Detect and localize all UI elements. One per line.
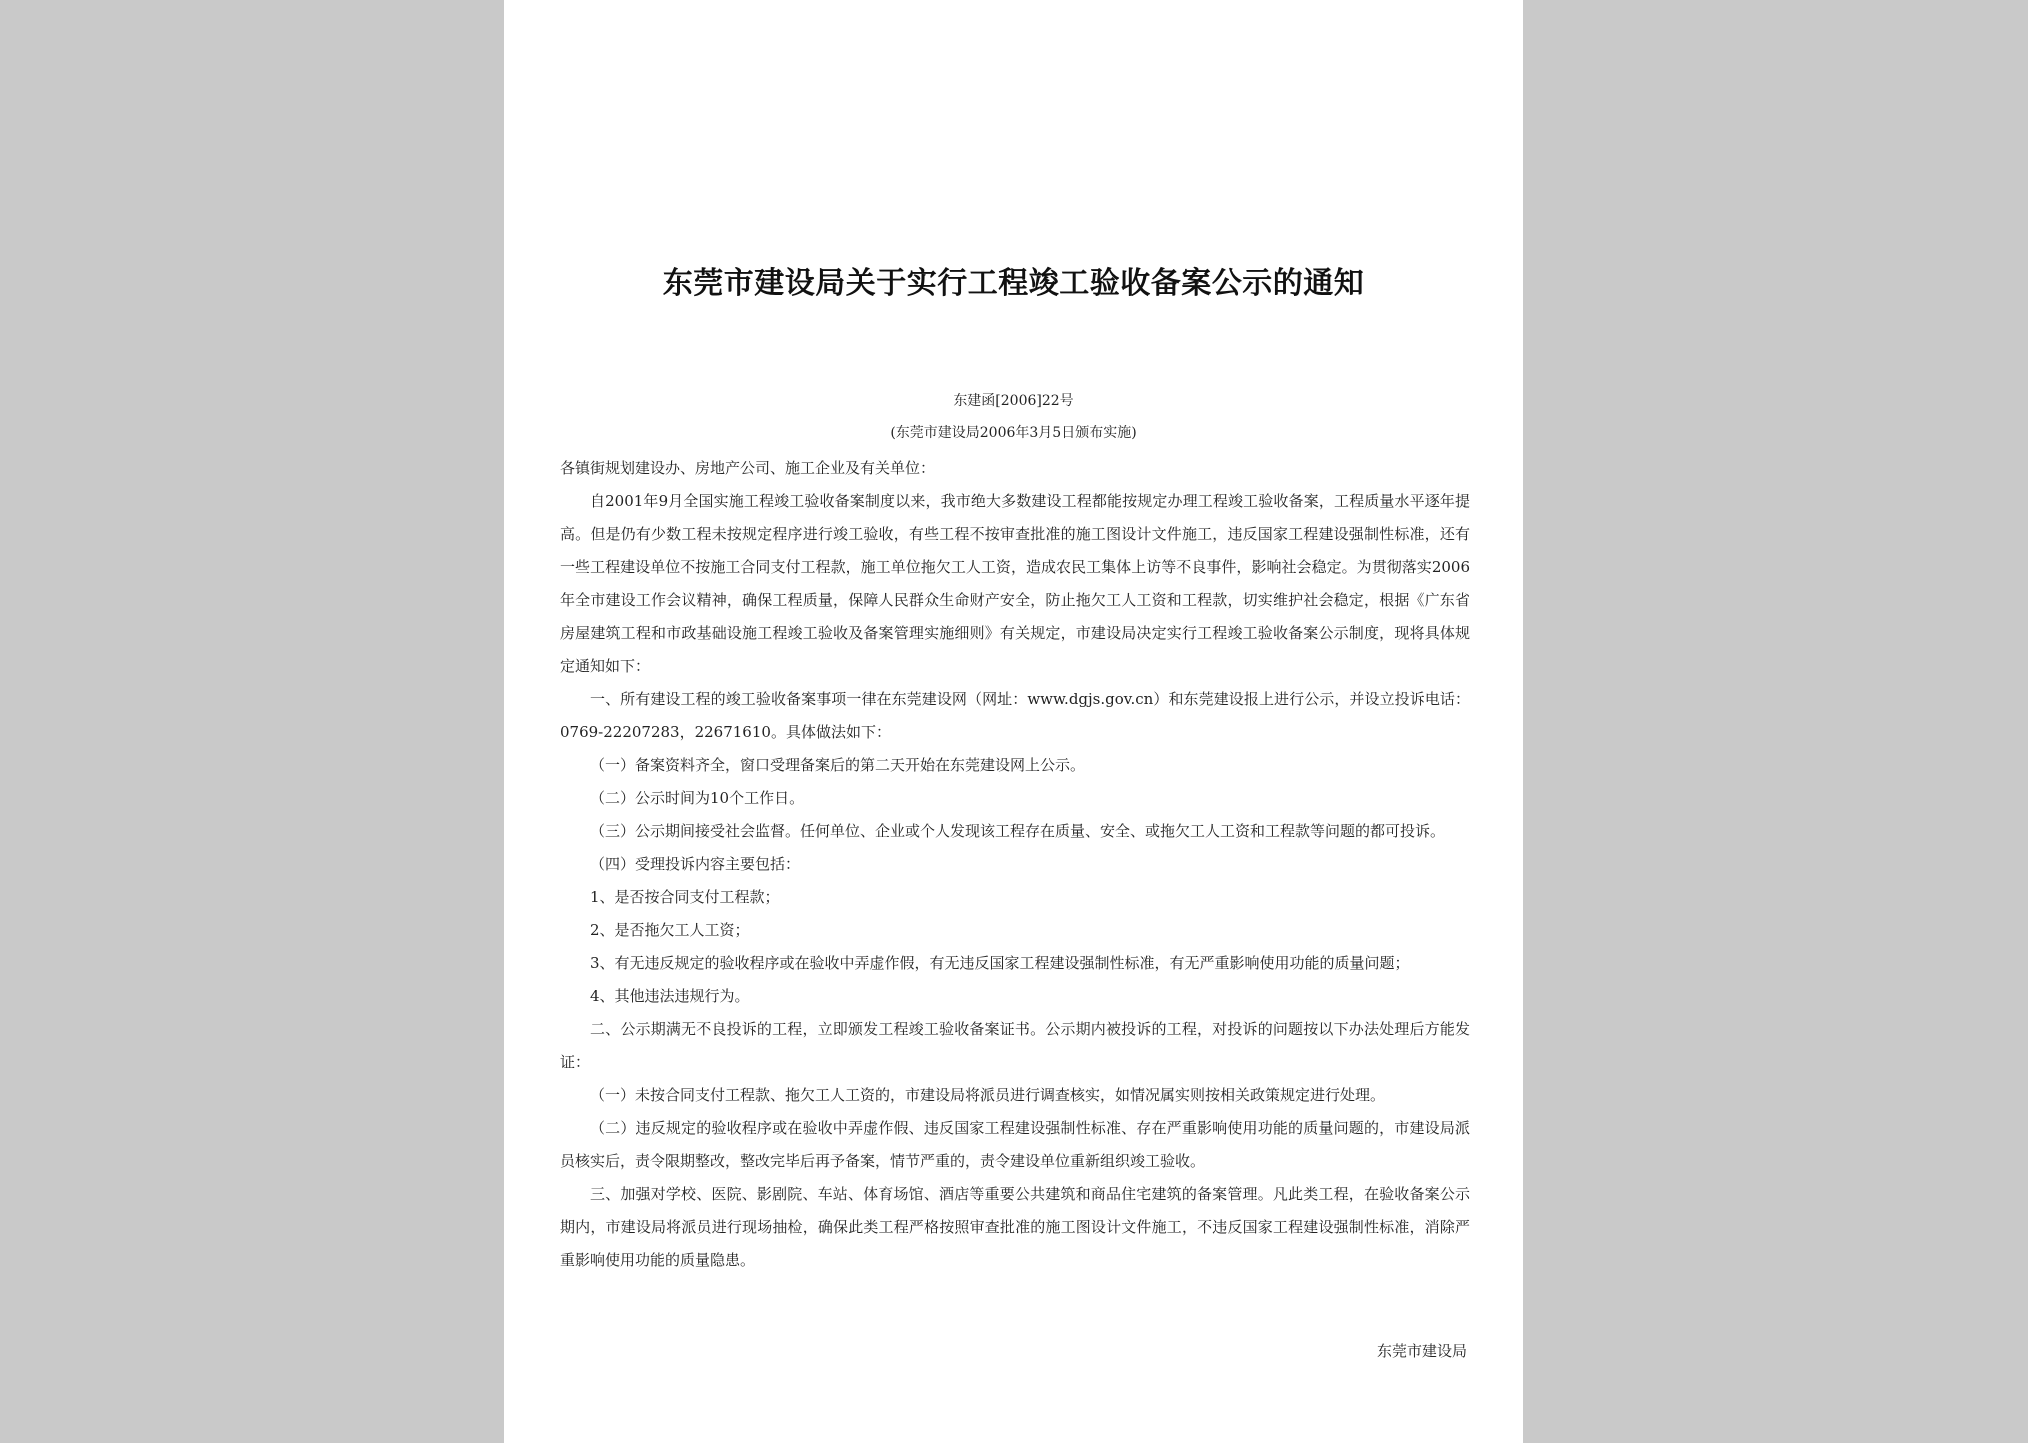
signature: 东莞市建设局 <box>1376 1342 1467 1360</box>
paragraph-intro: 自2001年9月全国实施工程竣工验收备案制度以来，我市绝大多数建设工程都能按规定办理工程竣工验收备案，工程质量水平逐年提高。但是仍有少数工程未按规定程序进行竣工验收，有些工程不按审查批准的施工图设计文件施工，违反国家工程建设强制性标准，还有一些工程建设单位不按施工合同支付工程款，施工单位拖欠工人工资，造成农民工集体上访等不良事件，影响社会稳定。为贯彻落实2006年全市建设工作会议精神，确保工程质量，保障人民群众生命财产安全，防止拖欠工人工资和工程款，切实维护社会稳定，根据《广东省房屋建筑工程和市政基础设施工程竣工验收及备案管理实施细则》有关规定，市建设局决定实行工程竣工验收备案公示制度，现将具体规定通知如下： <box>560 492 1470 675</box>
paragraph-1-2: （二）公示时间为10个工作日。 <box>590 789 805 807</box>
list-item-3: 3、有无违反规定的验收程序或在验收中弄虚作假，有无违反国家工程建设强制性标准，有无严重影响使用功能的质量问题； <box>590 954 1410 972</box>
paragraph-1-3: （三）公示期间接受社会监督。任何单位、企业或个人发现该工程存在质量、安全、或拖欠工人工资和工程款等问题的都可投诉。 <box>590 822 1446 840</box>
paragraph-1-1: （一）备案资料齐全，窗口受理备案后的第二天开始在东莞建设网上公示。 <box>590 756 1086 774</box>
document-page <box>504 0 1523 1443</box>
paragraph-section-3: 三、加强对学校、医院、影剧院、车站、体育场馆、酒店等重要公共建筑和商品住宅建筑的备案管理。凡此类工程，在验收备案公示期内，市建设局将派员进行现场抽检，确保此类工程严格按照审查批准的施工图设计文件施工，不违反国家工程建设强制性标准，消除严重影响使用功能的质量隐患。 <box>560 1185 1470 1269</box>
document-title: 东莞市建设局关于实行工程竣工验收备案公示的通知 <box>662 266 1365 301</box>
salutation: 各镇街规划建设办、房地产公司、施工企业及有关单位： <box>560 459 936 477</box>
list-item-1: 1、是否按合同支付工程款； <box>590 888 780 906</box>
document-body <box>560 452 1470 1277</box>
paragraph-1-4: （四）受理投诉内容主要包括： <box>590 855 801 873</box>
document-number: 东建函[2006]22号 <box>953 393 1074 409</box>
issued-note: (东莞市建设局2006年3月5日颁布实施) <box>890 425 1137 441</box>
list-item-2: 2、是否拖欠工人工资； <box>590 921 750 939</box>
paragraph-2-2: （二）违反规定的验收程序或在验收中弄虚作假、违反国家工程建设强制性标准、存在严重影响使用功能的质量问题的，市建设局派员核实后，责令限期整改，整改完毕后再予备案，情节严重的，责令建设单位重新组织竣工验收。 <box>560 1119 1470 1170</box>
paragraph-section-1: 一、所有建设工程的竣工验收备案事项一律在东莞建设网（网址：www.dgjs.gov.cn）和东莞建设报上进行公示，并设立投诉电话：0769-22207283，22671610。具体做法如下： <box>560 690 1470 741</box>
list-item-4: 4、其他违法违规行为。 <box>590 987 750 1005</box>
paragraph-2-1: （一）未按合同支付工程款、拖欠工人工资的，市建设局将派员进行调查核实，如情况属实则按相关政策规定进行处理。 <box>590 1086 1386 1104</box>
paragraph-section-2: 二、公示期满无不良投诉的工程，立即颁发工程竣工验收备案证书。公示期内被投诉的工程，对投诉的问题按以下办法处理后方能发证： <box>560 1020 1470 1071</box>
